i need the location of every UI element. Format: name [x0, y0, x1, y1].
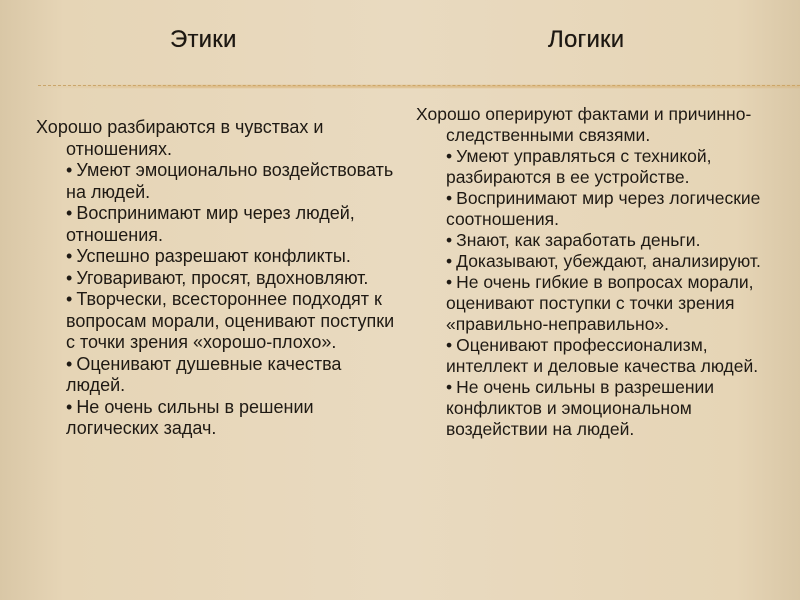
bullet-dot: • — [446, 335, 453, 355]
bullet-dot: • — [66, 246, 73, 266]
header-divider — [38, 85, 800, 86]
logic-bullet — [416, 146, 788, 188]
logic-bullet-text: Оценивают профессионализм, интеллект и деловые качества людей. — [446, 335, 759, 376]
logic-bullet — [416, 335, 788, 377]
logic-heading: Логики — [548, 26, 625, 53]
ethics-intro: Хорошо разбираются в чувствах и отношениях. — [36, 117, 324, 159]
ethics-bullet — [36, 354, 396, 397]
bullet-dot: • — [66, 353, 73, 374]
ethics-bullet-text: Успешно разрешают конфликты. — [76, 246, 351, 266]
ethics-bullet-text: Умеют эмоционально воздействовать на людей. — [66, 160, 394, 202]
ethics-column — [36, 117, 396, 440]
logic-bullet — [416, 230, 788, 251]
bullet-dot: • — [66, 289, 73, 309]
bullet-dot: • — [66, 396, 73, 417]
bullet-dot: • — [446, 377, 453, 397]
ethics-bullet — [36, 246, 396, 268]
logic-bullet — [416, 188, 788, 230]
ethics-bullet-text: Уговаривают, просят, вдохновляют. — [76, 267, 369, 288]
logic-column — [416, 104, 788, 440]
logic-bullet-text: Умеют управляться с техникой, разбираются в ее устройстве. — [446, 146, 712, 187]
ethics-bullet-text: Не очень сильны в решении логических задач. — [66, 396, 314, 438]
ethics-bullet — [36, 203, 396, 246]
ethics-bullet-text: Воспринимают мир через людей, отношения. — [66, 203, 355, 245]
logic-bullet — [416, 251, 788, 272]
ethics-bullet — [36, 268, 396, 290]
logic-bullet-text: Не очень сильны в разрешении конфликтов и эмоциональном воздействии на людей. — [446, 377, 715, 439]
bullet-dot: • — [66, 203, 73, 223]
logic-intro: Хорошо оперируют фактами и причинно-следственными связями. — [416, 104, 752, 145]
logic-bullet-text: Доказывают, убеждают, анализируют. — [456, 251, 761, 271]
ethics-bullet-text: Оценивают душевные качества людей. — [66, 353, 342, 395]
logic-bullet — [416, 377, 788, 440]
logic-bullet-text: Не очень гибкие в вопросах морали, оценивают поступки с точки зрения «правильно-неправильно». — [446, 272, 754, 334]
ethics-bullet-text: Творчески, всестороннее подходят к вопросам морали, оценивают поступки с точки зрения «хорошо-плохо». — [66, 289, 395, 352]
ethics-bullet — [36, 289, 396, 354]
bullet-dot: • — [66, 160, 73, 180]
logic-bullet — [416, 272, 788, 335]
bullet-dot: • — [446, 251, 453, 271]
logic-bullet-text: Знают, как заработать деньги. — [456, 230, 701, 250]
ethics-bullet — [36, 397, 396, 440]
bullet-dot: • — [446, 230, 453, 250]
logic-bullet-text: Воспринимают мир через логические соотношения. — [446, 188, 761, 229]
ethics-heading: Этики — [170, 26, 237, 53]
bullet-dot: • — [446, 146, 453, 166]
bullet-dot: • — [446, 188, 453, 208]
ethics-bullet — [36, 160, 396, 203]
bullet-dot: • — [446, 272, 453, 292]
bullet-dot: • — [66, 267, 73, 288]
